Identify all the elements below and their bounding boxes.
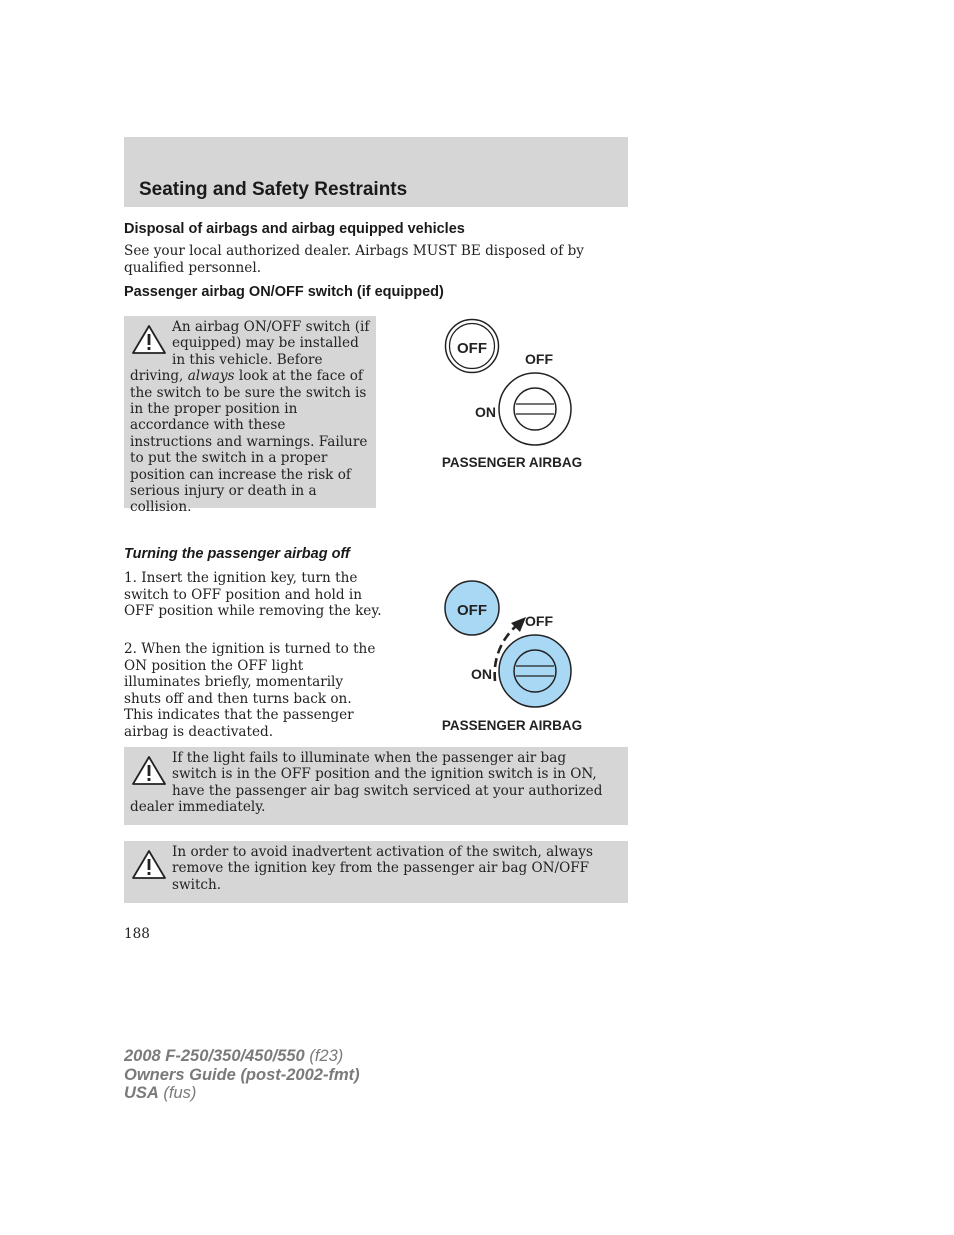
- warning-text-key-container: [124, 841, 628, 893]
- footer-market-code: (fus): [158, 1084, 197, 1102]
- footer-model-code: (f23): [304, 1047, 344, 1065]
- warning-text-light: If the light fails to illuminate when the passenger air bag switch is in the OFF position and the ignition switch is in ON, have the passenger air bag switch serviced at your authorized dealer immediately.: [130, 750, 603, 816]
- section-header-bar: [124, 137, 628, 207]
- footer-guide: Owners Guide (post-2002-fmt): [124, 1065, 360, 1084]
- step-2-text: 2. When the ignition is turned to the ON position the OFF light illuminates briefly, momentarily shuts off and then turns back on. This indicates that the passenger airbag is deactivated.: [124, 641, 376, 740]
- page-title: Seating and Safety Restraints: [139, 179, 408, 200]
- footer-model-line: [124, 1047, 524, 1066]
- warning-text-part1: An airbag ON/OFF switch (if equipped) may be installed in this vehicle. Before driving,: [130, 319, 370, 385]
- figure-caption: PASSENGER AIRBAG: [441, 718, 583, 733]
- off-position-label: OFF: [525, 613, 553, 629]
- footer-guide-line: [124, 1066, 524, 1085]
- warning-box-key: [124, 841, 628, 903]
- disposal-text: See your local authorized dealer. Airbags MUST BE disposed of by qualified personnel.: [124, 243, 584, 276]
- footer-model: 2008 F-250/350/450/550: [124, 1047, 305, 1065]
- switch-heading: Passenger airbag ON/OFF switch (if equipped): [124, 284, 444, 300]
- turning-off-heading: Turning the passenger airbag off: [124, 546, 350, 562]
- warning-text-part2: look at the face of the switch to be sure the switch is in the proper position in accordance with these instructions and warnings. Failure to put the switch in a proper position can increase the risk of serious injury or death in a collision.: [130, 368, 368, 516]
- airbag-switch-icon: [499, 373, 571, 445]
- document-footer: [124, 1047, 524, 1103]
- warning-triangle-icon: [130, 323, 168, 357]
- figure-caption: PASSENGER AIRBAG: [441, 455, 583, 470]
- airbag-switch-figure-off: [438, 312, 598, 477]
- off-light-label: OFF: [457, 602, 487, 619]
- warning-box-light: [124, 747, 628, 825]
- warning-text-switch: [124, 316, 376, 516]
- airbag-switch-figure-turning-off: [438, 575, 598, 740]
- warning-box-switch: [124, 316, 376, 516]
- on-position-label: ON: [475, 404, 496, 420]
- disposal-heading: Disposal of airbags and airbag equipped vehicles: [124, 221, 465, 237]
- footer-market-line: [124, 1084, 524, 1103]
- on-position-label: ON: [471, 666, 492, 682]
- warning-triangle-icon: [130, 848, 168, 882]
- off-light-label: OFF: [457, 340, 487, 357]
- step-1-text: 1. Insert the ignition key, turn the switch to OFF position and hold in OFF position while removing the key.: [124, 570, 382, 619]
- warning-text-key: In order to avoid inadvertent activation of the switch, always remove the ignition key from the passenger air bag ON/OFF switch.: [172, 844, 593, 893]
- warning-text-light-container: [124, 747, 628, 816]
- warning-emphasis: always: [187, 368, 235, 385]
- warning-triangle-icon: [130, 754, 168, 788]
- footer-market: USA: [124, 1084, 159, 1102]
- page-number: 188: [124, 926, 150, 942]
- off-position-label: OFF: [525, 351, 553, 367]
- airbag-switch-icon: [499, 635, 571, 707]
